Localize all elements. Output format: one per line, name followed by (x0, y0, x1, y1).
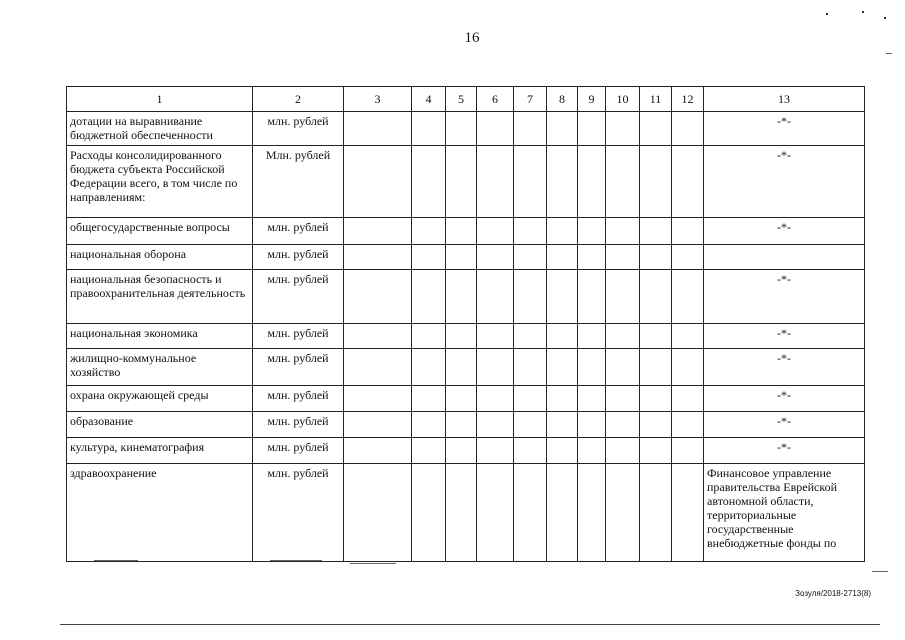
table-header-row (67, 87, 865, 112)
table-row (67, 438, 865, 464)
empty-value-cell (344, 412, 412, 438)
empty-value-cell (514, 324, 547, 349)
empty-value-cell (672, 245, 704, 270)
note-cell: -*- (704, 386, 865, 412)
empty-value-cell (514, 438, 547, 464)
empty-value-cell (547, 349, 578, 386)
indicator-name-cell: национальная оборона (67, 245, 253, 270)
empty-value-cell (640, 412, 672, 438)
table-row (67, 412, 865, 438)
empty-value-cell (446, 112, 477, 146)
unit-cell: млн. рублей (253, 349, 344, 386)
empty-value-cell (477, 412, 514, 438)
empty-value-cell (578, 464, 606, 562)
empty-value-cell (547, 218, 578, 245)
unit-cell: Млн. рублей (253, 146, 344, 218)
empty-value-cell (640, 438, 672, 464)
empty-value-cell (446, 218, 477, 245)
document-code: Зозуля/2018-2713(8) (795, 589, 871, 598)
empty-value-cell (547, 438, 578, 464)
empty-value-cell (672, 438, 704, 464)
empty-value-cell (514, 349, 547, 386)
empty-value-cell (547, 412, 578, 438)
empty-value-cell (606, 438, 640, 464)
empty-value-cell (640, 245, 672, 270)
empty-value-cell (446, 349, 477, 386)
empty-value-cell (606, 270, 640, 324)
empty-value-cell (672, 270, 704, 324)
empty-value-cell (578, 349, 606, 386)
indicator-name-cell: национальная безопасность и правоохранительная деятельность (67, 270, 253, 324)
empty-value-cell (344, 218, 412, 245)
col-header: 6 (477, 87, 514, 112)
note-cell: -*- (704, 324, 865, 349)
empty-value-cell (477, 438, 514, 464)
indicator-name-cell: охрана окружающей среды (67, 386, 253, 412)
col-header: 13 (704, 87, 865, 112)
empty-value-cell (672, 324, 704, 349)
indicator-name-cell: жилищно-коммунальное хозяйство (67, 349, 253, 386)
bottom-rule (60, 624, 880, 625)
col-header: 1 (67, 87, 253, 112)
scan-mark (94, 560, 138, 561)
empty-value-cell (344, 438, 412, 464)
table-row (67, 112, 865, 146)
empty-value-cell (514, 112, 547, 146)
unit-cell: млн. рублей (253, 464, 344, 562)
empty-value-cell (578, 218, 606, 245)
indicator-name-cell: культура, кинематография (67, 438, 253, 464)
note-cell: -*- (704, 146, 865, 218)
empty-value-cell (446, 324, 477, 349)
empty-value-cell (578, 412, 606, 438)
empty-value-cell (672, 112, 704, 146)
empty-value-cell (547, 112, 578, 146)
empty-value-cell (606, 245, 640, 270)
col-header: 7 (514, 87, 547, 112)
empty-value-cell (344, 112, 412, 146)
scan-mark (350, 563, 396, 564)
empty-value-cell (477, 464, 514, 562)
empty-value-cell (606, 146, 640, 218)
empty-value-cell (672, 412, 704, 438)
empty-value-cell (514, 245, 547, 270)
empty-value-cell (412, 112, 446, 146)
empty-value-cell (547, 270, 578, 324)
empty-value-cell (344, 464, 412, 562)
table-row (67, 146, 865, 218)
empty-value-cell (412, 386, 446, 412)
table-row (67, 245, 865, 270)
empty-value-cell (606, 112, 640, 146)
empty-value-cell (412, 438, 446, 464)
unit-cell: млн. рублей (253, 438, 344, 464)
empty-value-cell (606, 349, 640, 386)
scan-mark (886, 53, 892, 54)
empty-value-cell (412, 349, 446, 386)
indicator-name-cell: образование (67, 412, 253, 438)
scan-speck (884, 17, 886, 19)
empty-value-cell (606, 324, 640, 349)
indicator-name-cell: дотации на выравнивание бюджетной обеспеченности (67, 112, 253, 146)
note-cell: -*- (704, 218, 865, 245)
unit-cell: млн. рублей (253, 412, 344, 438)
empty-value-cell (640, 270, 672, 324)
empty-value-cell (477, 146, 514, 218)
empty-value-cell (578, 245, 606, 270)
indicator-name-cell: здравоохранение (67, 464, 253, 562)
col-header: 12 (672, 87, 704, 112)
empty-value-cell (344, 245, 412, 270)
empty-value-cell (446, 386, 477, 412)
col-header: 11 (640, 87, 672, 112)
empty-value-cell (344, 386, 412, 412)
col-header: 4 (412, 87, 446, 112)
empty-value-cell (640, 349, 672, 386)
col-header: 3 (344, 87, 412, 112)
empty-value-cell (412, 270, 446, 324)
empty-value-cell (672, 218, 704, 245)
unit-cell: млн. рублей (253, 245, 344, 270)
empty-value-cell (640, 386, 672, 412)
indicator-name-cell: национальная экономика (67, 324, 253, 349)
col-header: 10 (606, 87, 640, 112)
table-row (67, 324, 865, 349)
note-cell: -*- (704, 412, 865, 438)
empty-value-cell (412, 464, 446, 562)
empty-value-cell (446, 412, 477, 438)
empty-value-cell (477, 218, 514, 245)
empty-value-cell (578, 438, 606, 464)
note-cell: -*- (704, 112, 865, 146)
empty-value-cell (640, 324, 672, 349)
unit-cell: млн. рублей (253, 324, 344, 349)
empty-value-cell (477, 349, 514, 386)
empty-value-cell (477, 270, 514, 324)
empty-value-cell (446, 464, 477, 562)
indicator-name-cell: общегосударственные вопросы (67, 218, 253, 245)
empty-value-cell (578, 270, 606, 324)
scan-speck (826, 13, 828, 15)
empty-value-cell (446, 146, 477, 218)
unit-cell: млн. рублей (253, 270, 344, 324)
note-cell: -*- (704, 349, 865, 386)
empty-value-cell (578, 112, 606, 146)
table-row (67, 386, 865, 412)
empty-value-cell (640, 464, 672, 562)
col-header: 5 (446, 87, 477, 112)
empty-value-cell (547, 146, 578, 218)
indicator-table (66, 86, 865, 562)
empty-value-cell (672, 464, 704, 562)
empty-value-cell (606, 464, 640, 562)
empty-value-cell (412, 146, 446, 218)
empty-value-cell (344, 324, 412, 349)
empty-value-cell (672, 386, 704, 412)
empty-value-cell (514, 464, 547, 562)
unit-cell: млн. рублей (253, 112, 344, 146)
col-header: 9 (578, 87, 606, 112)
empty-value-cell (514, 386, 547, 412)
empty-value-cell (606, 218, 640, 245)
empty-value-cell (412, 218, 446, 245)
empty-value-cell (547, 386, 578, 412)
empty-value-cell (477, 112, 514, 146)
scan-mark (270, 560, 322, 561)
table-row (67, 349, 865, 386)
scan-mark (872, 571, 888, 572)
unit-cell: млн. рублей (253, 386, 344, 412)
empty-value-cell (446, 438, 477, 464)
empty-value-cell (477, 324, 514, 349)
indicator-name-cell: Расходы консолидированного бюджета субъекта Российской Федерации всего, в том числе по направлениям: (67, 146, 253, 218)
empty-value-cell (477, 245, 514, 270)
col-header: 2 (253, 87, 344, 112)
empty-value-cell (514, 146, 547, 218)
empty-value-cell (412, 412, 446, 438)
empty-value-cell (606, 412, 640, 438)
empty-value-cell (578, 324, 606, 349)
empty-value-cell (412, 324, 446, 349)
empty-value-cell (344, 270, 412, 324)
empty-value-cell (578, 386, 606, 412)
page-number: 16 (464, 30, 480, 46)
table-row (67, 464, 865, 562)
empty-value-cell (446, 270, 477, 324)
table-row (67, 270, 865, 324)
empty-value-cell (640, 218, 672, 245)
unit-cell: млн. рублей (253, 218, 344, 245)
empty-value-cell (477, 386, 514, 412)
empty-value-cell (672, 146, 704, 218)
empty-value-cell (672, 349, 704, 386)
empty-value-cell (514, 270, 547, 324)
empty-value-cell (547, 464, 578, 562)
col-header: 8 (547, 87, 578, 112)
scan-speck (862, 11, 864, 13)
empty-value-cell (446, 245, 477, 270)
empty-value-cell (640, 146, 672, 218)
empty-value-cell (606, 386, 640, 412)
empty-value-cell (344, 349, 412, 386)
empty-value-cell (412, 245, 446, 270)
empty-value-cell (640, 112, 672, 146)
note-cell: Финансовое управление правительства Еврейской автономной области, территориальные государственные внебюджетные фонды по (704, 464, 865, 562)
empty-value-cell (514, 412, 547, 438)
empty-value-cell (547, 245, 578, 270)
empty-value-cell (514, 218, 547, 245)
empty-value-cell (547, 324, 578, 349)
table-row (67, 218, 865, 245)
note-cell: -*- (704, 270, 865, 324)
empty-value-cell (578, 146, 606, 218)
empty-value-cell (344, 146, 412, 218)
note-cell (704, 245, 865, 270)
note-cell: -*- (704, 438, 865, 464)
